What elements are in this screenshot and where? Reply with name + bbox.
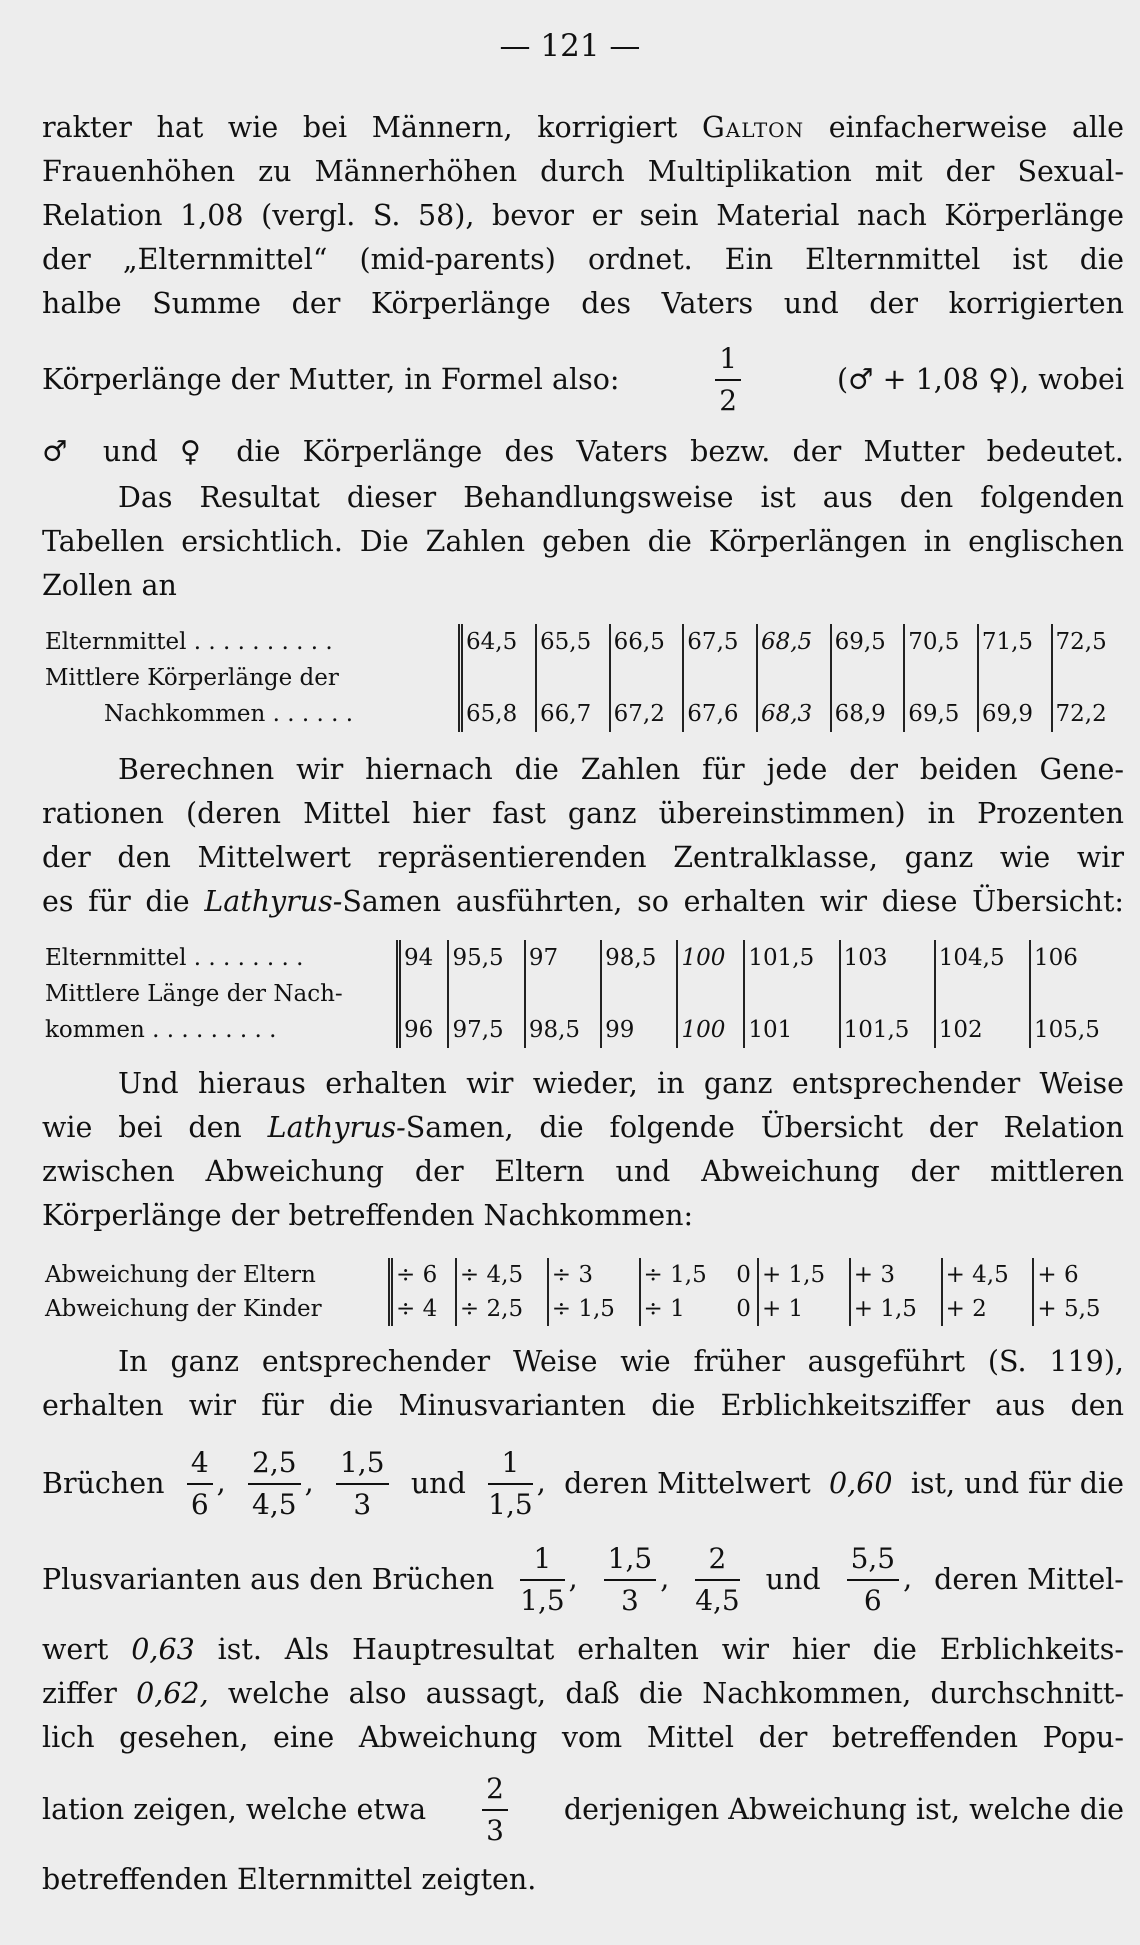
text-line: In ganz entsprechender Weise wie früher ausgeführt (S. 119),	[118, 1345, 1124, 1378]
fraction-line-main: lation zeigen, welche etwa $\frac{2}{3}$ derjenigen Abweichung ist, welche die	[42, 1772, 1124, 1847]
table-cell: 72,5	[1052, 624, 1125, 660]
table-cell: ÷ 2,5	[456, 1292, 548, 1326]
table-cell: 0	[736, 1262, 751, 1288]
table-cell: 103	[840, 940, 935, 976]
table-cell: 65,8	[461, 696, 537, 732]
value-minus: 0,60	[829, 1467, 893, 1500]
table-cell: + 2	[942, 1292, 1034, 1326]
text-line: lich gesehen, eine Abweichung vom Mittel der betreffenden Popu-	[42, 1721, 1124, 1754]
text-line: Körperlänge der betreffenden Nachkommen:	[42, 1199, 694, 1232]
table-row	[42, 1012, 1124, 1048]
text-line: Zollen an	[42, 569, 177, 602]
table-cell: 97,5	[448, 1012, 524, 1048]
table-cell: 94	[399, 940, 449, 976]
row-label: Mittlere Länge der Nach-	[45, 981, 343, 1007]
paragraph-percent	[42, 748, 1124, 924]
row-label: Elternmittel . . . . . . . . . .	[45, 629, 333, 655]
text-line: Das Resultat dieser Behandlungsweise ist aus den folgenden	[118, 481, 1124, 514]
row-label: Elternmittel . . . . . . . .	[45, 945, 304, 971]
table-row	[42, 624, 1124, 660]
row-label: Abweichung der Eltern	[45, 1262, 316, 1288]
text-line: ♂ und ♀ die Körperlänge des Vaters bezw. der Mutter bedeutet.	[42, 435, 1124, 468]
fraction: $\frac{1,5}{3}$	[604, 1545, 657, 1615]
table-row	[42, 696, 1124, 732]
fraction-line-minus: Brüchen $\frac{4}{6}$ , $\frac{2,5}{4,5}$ , $\frac{1,5}{3}$ und $\frac{1}{1,5}$ , deren Mittelwert 0,60 ist, und für die	[42, 1446, 1124, 1521]
table-cell: 69,5	[904, 696, 978, 732]
fraction: $\frac{4}{6}$	[187, 1449, 213, 1519]
table-cell: + 3	[850, 1258, 942, 1292]
table-cell: 98,5	[601, 940, 677, 976]
text-line: zwischen Abweichung der Eltern und Abweichung der mittleren	[42, 1155, 1124, 1188]
table-cell: + 6	[1033, 1258, 1124, 1292]
fraction: $\frac{2,5}{4,5}$	[248, 1449, 301, 1519]
table-cell: 69,9	[978, 696, 1052, 732]
row-label: Abweichung der Kinder	[45, 1296, 322, 1322]
text-line: rationen (deren Mittel hier fast ganz übereinstimmen) in Prozenten	[42, 797, 1124, 830]
table-cell: 97	[525, 940, 601, 976]
table-cell: ÷ 4	[391, 1292, 456, 1326]
paragraph-end	[42, 1858, 1124, 1902]
fraction: $\frac{1,5}{3}$	[336, 1449, 389, 1519]
text-line: betreffenden Elternmittel zeigten.	[42, 1863, 537, 1896]
table-cell: 64,5	[461, 624, 537, 660]
paragraph-main-result	[42, 1628, 1124, 1760]
table-cell: 100	[677, 940, 744, 976]
text-line: rakter hat wie bei Männern, korrigiert Galton einfacherweise alle	[42, 111, 1125, 144]
table-cell: 0	[736, 1296, 751, 1322]
paragraph-heritability	[42, 1340, 1124, 1428]
fraction-one-half: $\frac{1}{2}$	[715, 345, 741, 415]
formula-line: Körperlänge der Mutter, in Formel also: $\frac{1}{2}$ (♂ + 1,08 ♀), wobei	[42, 342, 1124, 417]
table-cell: 69,5	[831, 624, 905, 660]
table-cell: 68,9	[831, 696, 905, 732]
fraction-line-plus: Plusvarianten aus den Brüchen $\frac{1}{1,5}$ , $\frac{1,5}{3}$ , $\frac{2}{4,5}$ und $\frac{5,5}{6}$ , deren Mittel-	[42, 1542, 1124, 1617]
text-line: Und hieraus erhalten wir wieder, in ganz entsprechender Weise	[118, 1067, 1124, 1100]
table-row	[42, 1258, 1124, 1292]
table-cell: + 5,5	[1033, 1292, 1124, 1326]
fraction-two-thirds: $\frac{2}{3}$	[482, 1775, 508, 1845]
value-plus: 0,63	[131, 1633, 195, 1666]
paragraph-galton	[42, 106, 1124, 326]
page-number: — 121 —	[499, 28, 641, 64]
text-line: Berechnen wir hiernach die Zahlen für jede der beiden Gene-	[118, 753, 1124, 786]
table-cell: ÷ 6	[391, 1258, 456, 1292]
table-row	[42, 940, 1124, 976]
table-cell: ÷ 1	[640, 1292, 731, 1326]
species-name: Lathyrus-	[204, 885, 343, 918]
table-cell: 68,3	[757, 696, 831, 732]
paragraph-symbols	[42, 430, 1124, 474]
paragraph-deviation	[42, 1062, 1124, 1238]
text-line: wert 0,63 ist. Als Hauptresultat erhalten wir hier die Erblichkeits-	[42, 1633, 1125, 1666]
text-line: wie bei den Lathyrus-Samen, die folgende Übersicht der Relation	[42, 1111, 1124, 1144]
author-name: Galton	[701, 111, 805, 144]
text-line: der den Mittelwert repräsentierenden Zentralklasse, ganz wie wir	[42, 841, 1124, 874]
fraction: $\frac{1}{1,5}$	[488, 1446, 533, 1521]
table-cell: 67,2	[610, 696, 684, 732]
table-cell: ÷ 4,5	[456, 1258, 548, 1292]
text-line: der „Elternmittel“ (mid-parents) ordnet. Ein Elternmittel ist die	[42, 243, 1124, 276]
table-cell: 65,5	[536, 624, 610, 660]
text-line: halbe Summe der Körperlänge des Vaters und der korrigierten	[42, 287, 1124, 320]
table-cell: 104,5	[935, 940, 1030, 976]
table-cell: 96	[399, 1012, 449, 1048]
table-cell: 105,5	[1030, 1012, 1124, 1048]
table-cell: + 1	[758, 1292, 850, 1326]
table-cell: 100	[677, 1012, 744, 1048]
text-line: Tabellen ersichtlich. Die Zahlen geben die Körperlängen in englischen	[42, 525, 1124, 558]
table-cell: 67,5	[683, 624, 757, 660]
table-cell: 102	[935, 1012, 1030, 1048]
text-line: es für die Lathyrus-Samen ausführten, so erhalten wir diese Übersicht:	[42, 885, 1124, 918]
table-cell: 68,5	[757, 624, 831, 660]
table-cell: ÷ 3	[548, 1258, 640, 1292]
table-cell: 98,5	[525, 1012, 601, 1048]
species-name: Lathyrus-	[267, 1111, 406, 1144]
table-cell: 66,5	[610, 624, 684, 660]
table-row	[42, 1292, 1124, 1326]
table-cell: 70,5	[904, 624, 978, 660]
table-deviation	[42, 1258, 1124, 1326]
table-cell: + 1,5	[758, 1258, 850, 1292]
table-cell: 101	[744, 1012, 839, 1048]
fraction: $\frac{5,5}{6}$	[847, 1545, 900, 1615]
table-percent	[42, 940, 1124, 1048]
table-cell: 101,5	[744, 940, 839, 976]
table-cell: 66,7	[536, 696, 610, 732]
table-cell: 71,5	[978, 624, 1052, 660]
text-line: Frauenhöhen zu Männerhöhen durch Multiplikation mit der Sexual-	[42, 155, 1124, 188]
table-cell: 101,5	[840, 1012, 935, 1048]
table-cell: 106	[1030, 940, 1124, 976]
table-row	[42, 660, 1124, 696]
table-row	[42, 976, 1124, 1012]
fraction: $\frac{2}{4,5}$	[695, 1542, 740, 1617]
table-cell: 67,6	[683, 696, 757, 732]
table-cell: 72,2	[1052, 696, 1125, 732]
value-main: 0,62,	[136, 1677, 209, 1710]
row-label: Nachkommen . . . . . .	[104, 701, 354, 727]
table-cell: ÷ 1,5	[548, 1292, 640, 1326]
text-line: erhalten wir für die Minusvarianten die Erblichkeitsziffer aus den	[42, 1389, 1124, 1422]
text-line: Relation 1,08 (vergl. S. 58), bevor er sein Material nach Körperlänge	[42, 199, 1124, 232]
row-label: kommen . . . . . . . . .	[45, 1017, 277, 1043]
row-label: Mittlere Körperlänge der	[45, 665, 339, 691]
table-cell: ÷ 1,5	[640, 1258, 731, 1292]
paragraph-result	[42, 476, 1124, 608]
table-body-length	[42, 624, 1124, 732]
table-cell: 99	[601, 1012, 677, 1048]
fraction: $\frac{1}{1,5}$	[520, 1542, 565, 1617]
table-cell: 95,5	[448, 940, 524, 976]
table-cell: + 4,5	[942, 1258, 1034, 1292]
text-line: ziffer 0,62, welche also aussagt, daß die Nachkommen, durchschnitt-	[42, 1677, 1125, 1710]
table-cell: + 1,5	[850, 1292, 942, 1326]
